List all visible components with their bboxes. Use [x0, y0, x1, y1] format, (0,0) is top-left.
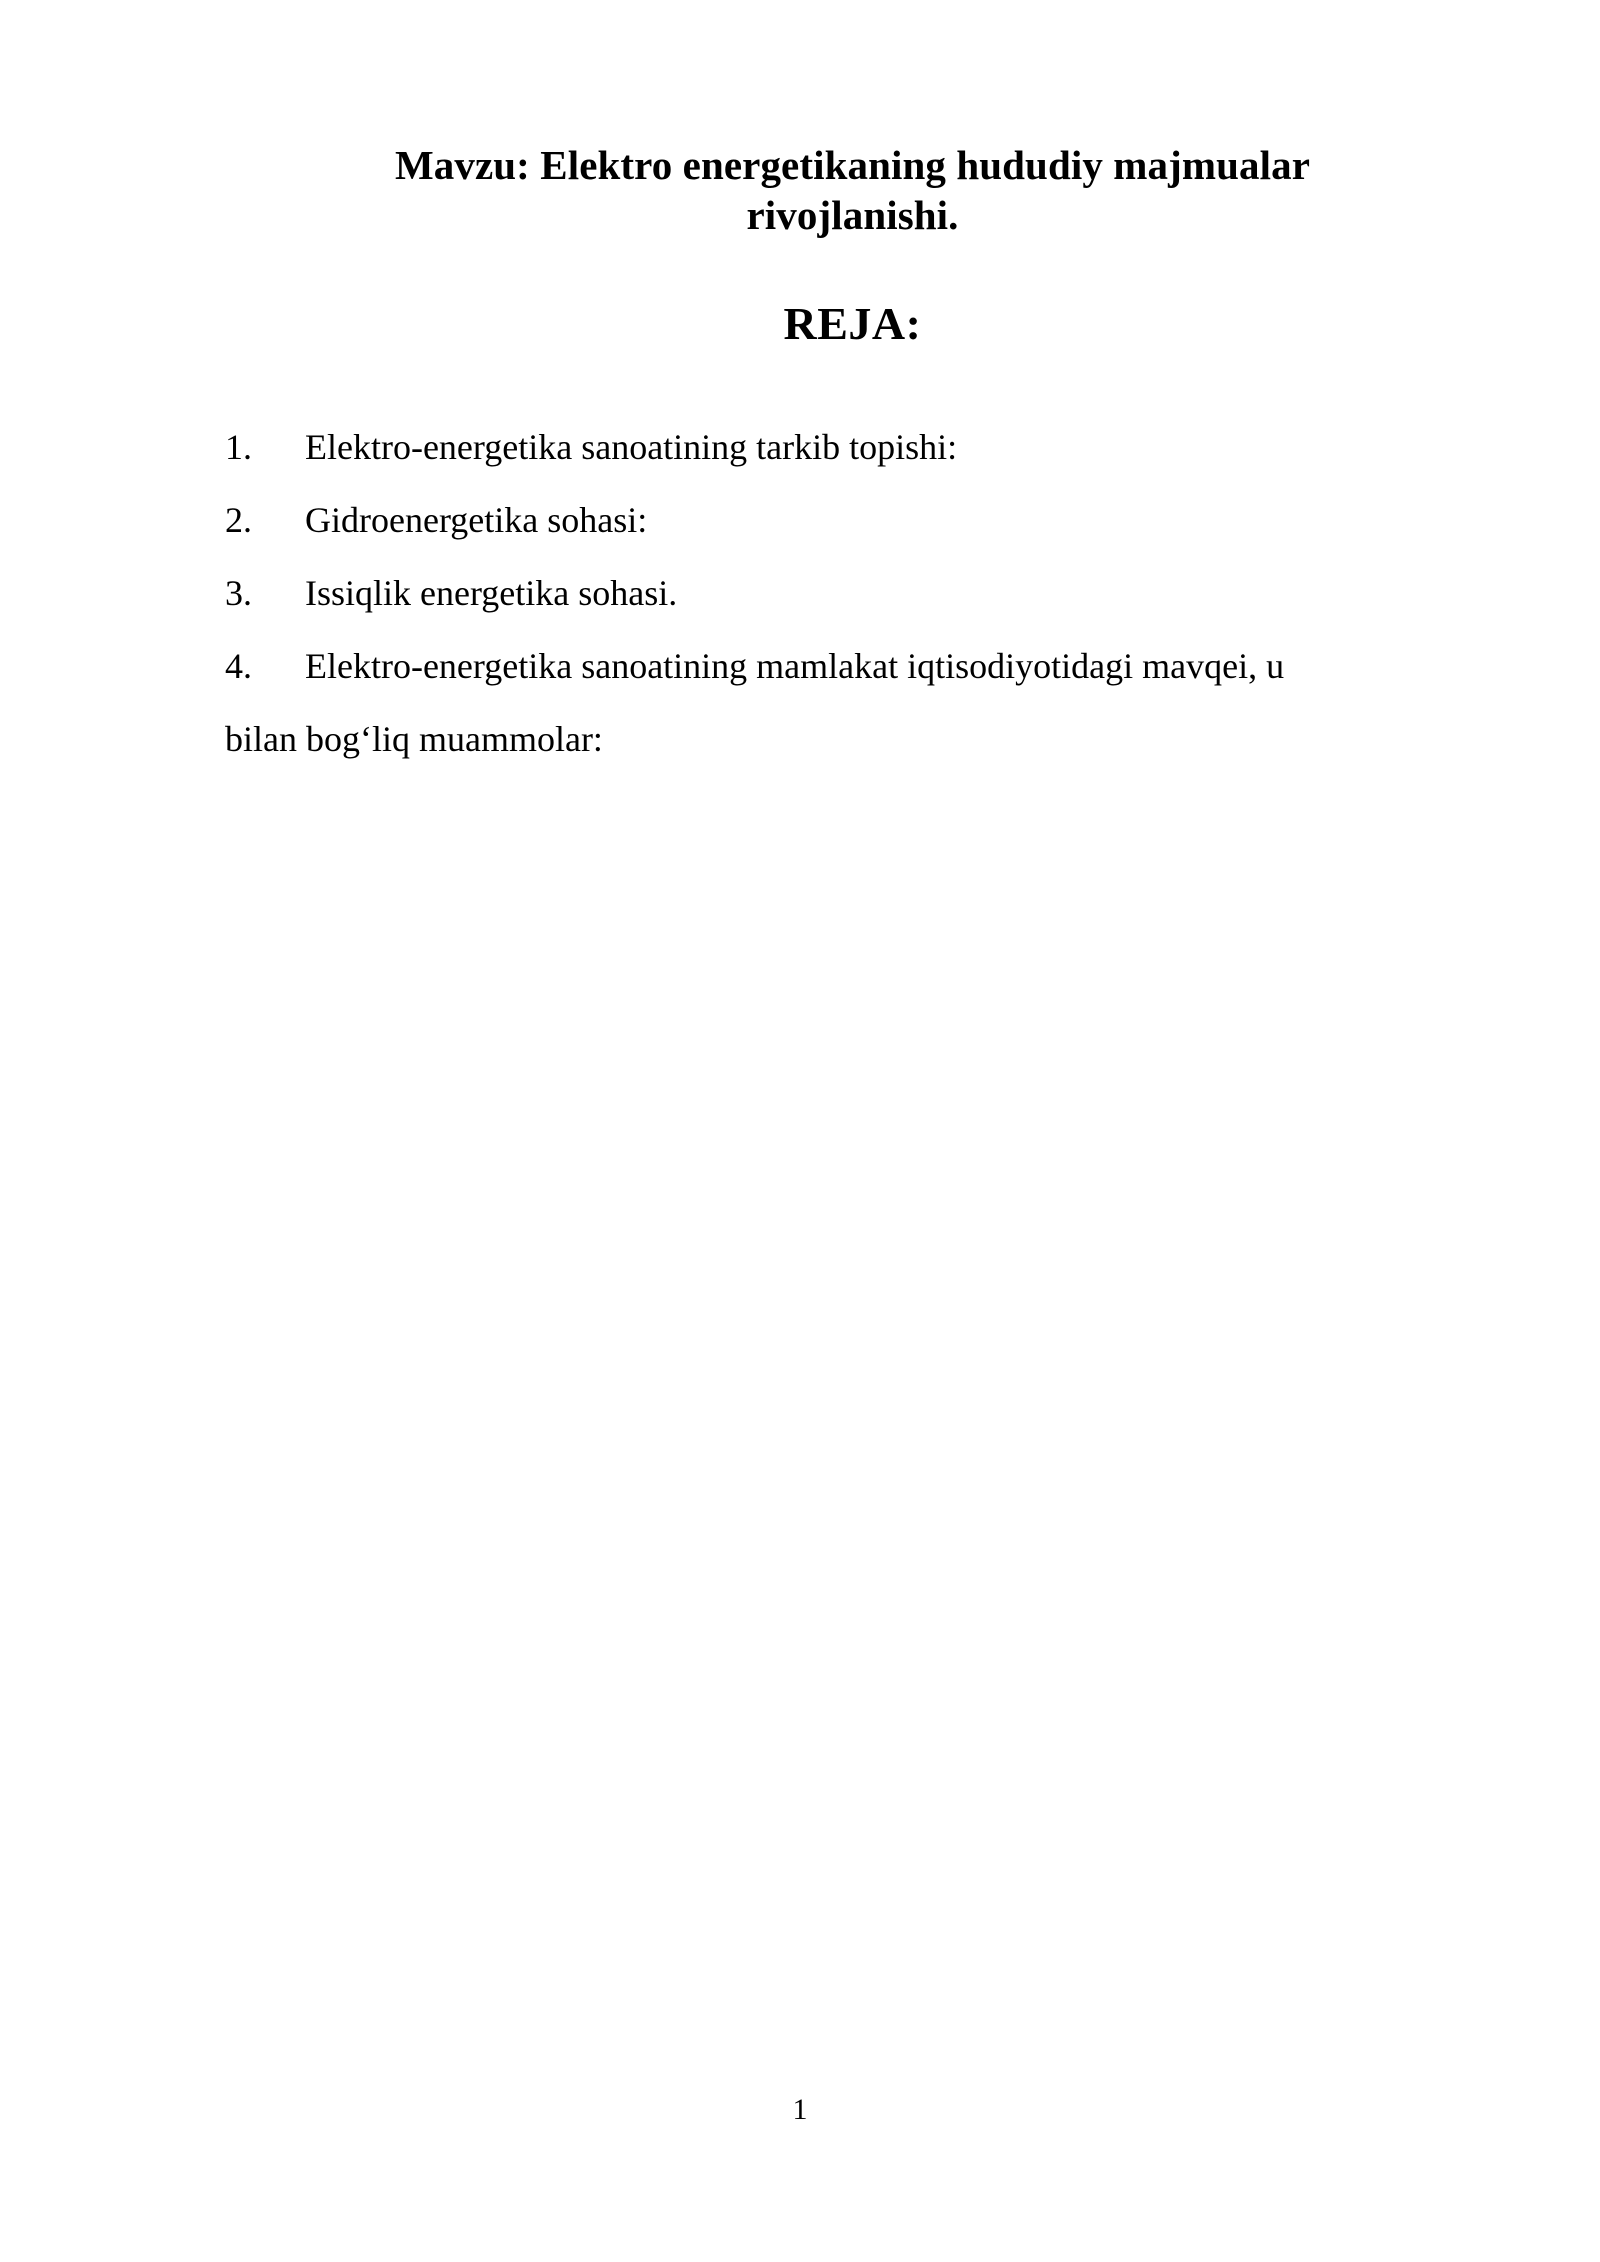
plan-item-number: 4.	[225, 646, 252, 687]
plan-item-number: 3.	[225, 573, 252, 614]
document-content	[225, 0, 1480, 760]
plan-list-item	[225, 427, 1480, 468]
plan-item-continuation-text: bilan bog‘liq muammolar:	[225, 719, 603, 760]
plan-list	[225, 351, 1480, 760]
page-title	[225, 0, 1480, 240]
plan-list-item	[225, 500, 1480, 541]
plan-list-item	[225, 646, 1480, 687]
plan-item-number: 2.	[225, 500, 252, 541]
page-number: 1	[792, 2093, 808, 2126]
plan-item-text: Elektro-energetika sanoatining tarkib topishi:	[305, 427, 958, 468]
plan-item-text: Issiqlik energetika sohasi.	[305, 573, 678, 614]
page-title-line-1: Mavzu: Elektro energetikaning hududiy majmualar	[394, 142, 1311, 188]
plan-list-item	[225, 573, 1480, 614]
page-title-line-2: rivojlanishi.	[746, 192, 959, 239]
plan-item-text: Elektro-energetika sanoatining mamlakat iqtisodiyotidagi mavqei, u	[305, 646, 1285, 687]
plan-item-text: Gidroenergetika sohasi:	[305, 500, 648, 541]
plan-item-number: 1.	[225, 427, 252, 468]
section-heading-reja: REJA:	[783, 298, 922, 350]
